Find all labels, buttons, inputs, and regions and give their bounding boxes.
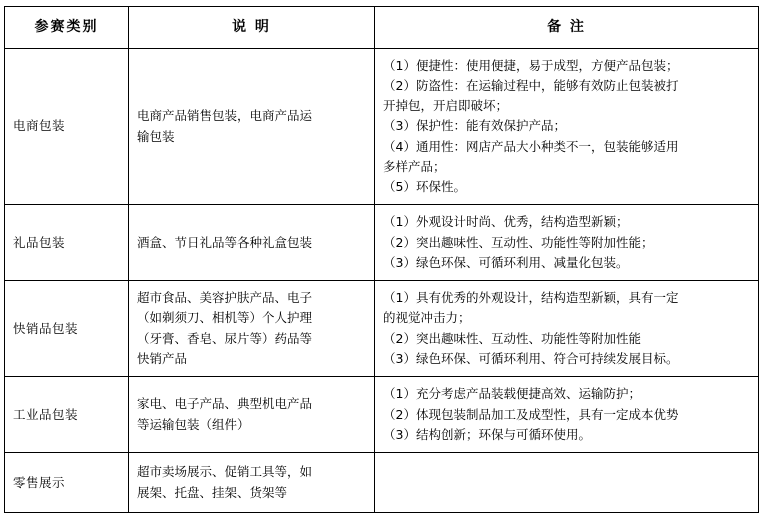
cell-category: 零售展示: [5, 453, 129, 513]
description-line: 快销产品: [137, 350, 188, 366]
note-line: （2）体现包装制品加工及成型性，具有一定成本优势: [383, 406, 679, 422]
note-line: （1）充分考虑产品装载便捷高效、运输防护；: [383, 386, 641, 402]
note-line: 的视觉冲击力；: [383, 310, 471, 326]
cell-category: 快销品包装: [5, 281, 129, 377]
note-line: （1）便捷性：使用便捷，易于成型，方便产品包装；: [383, 57, 679, 73]
cell-category: 工业品包装: [5, 377, 129, 453]
cell-notes: [375, 205, 759, 281]
cell-description: [129, 48, 375, 205]
note-line: （1）具有优秀的外观设计，结构造型新颖，具有一定: [383, 290, 679, 306]
cell-notes: [375, 48, 759, 205]
note-line: 开掉包，开启即破坏；: [383, 98, 509, 114]
cell-notes: [375, 377, 759, 453]
description-line: （牙膏、香皂、尿片等）药品等: [137, 330, 313, 346]
description-line: 超市卖场展示、促销工具等，如: [137, 464, 313, 480]
table-row: [5, 205, 759, 281]
description-line: 展架、托盘、挂架、货架等: [137, 484, 288, 500]
cell-description: [129, 205, 375, 281]
cell-category: 礼品包装: [5, 205, 129, 281]
cell-notes: [375, 281, 759, 377]
table-row: [5, 48, 759, 205]
cell-category: 电商包装: [5, 48, 129, 205]
note-line: （3）保护性：能有效保护产品；: [383, 118, 566, 134]
column-header-description: 说 明: [129, 7, 375, 49]
table-row: [5, 281, 759, 377]
note-line: （2）防盗性：在运输过程中，能够有效防止包装被打: [383, 77, 679, 93]
note-line: （3）结构创新；环保与可循环使用。: [383, 426, 591, 442]
table-header: [5, 7, 759, 49]
description-line: 输包装: [137, 128, 175, 144]
description-line: 超市食品、美容护肤产品、电子: [137, 290, 313, 306]
cell-description: [129, 281, 375, 377]
note-line: （3）绿色环保、可循环利用、减量化包装。: [383, 254, 629, 270]
description-line: 酒盒、节日礼品等各种礼盒包装: [137, 234, 313, 250]
description-line: （如剃须刀、相机等）个人护理: [137, 310, 313, 326]
table-body: [5, 48, 759, 513]
note-line: （4）通用性：网店产品大小种类不一，包装能够适用: [383, 138, 679, 154]
column-header-category: 参赛类别: [5, 7, 129, 49]
description-line: 等运输包装（组件）: [137, 416, 250, 432]
description-line: 家电、电子产品、典型机电产品: [137, 396, 313, 412]
cell-description: [129, 377, 375, 453]
column-header-notes: 备 注: [375, 7, 759, 49]
table-row: [5, 377, 759, 453]
description-line: 电商产品销售包装，电商产品运: [137, 108, 313, 124]
note-line: （3）绿色环保、可循环利用、符合可持续发展目标。: [383, 350, 679, 366]
table-header-row: [5, 7, 759, 49]
competition-category-table: [4, 6, 759, 513]
note-line: （2）突出趣味性、互动性、功能性等附加性能: [383, 330, 641, 346]
cell-description: [129, 453, 375, 513]
note-line: （1）外观设计时尚、优秀，结构造型新颖；: [383, 214, 629, 230]
table-row: [5, 453, 759, 513]
cell-notes: [375, 453, 759, 513]
note-line: （5）环保性。: [383, 179, 466, 195]
note-line: 多样产品；: [383, 158, 446, 174]
note-line: （2）突出趣味性、互动性、功能性等附加性能；: [383, 234, 654, 250]
